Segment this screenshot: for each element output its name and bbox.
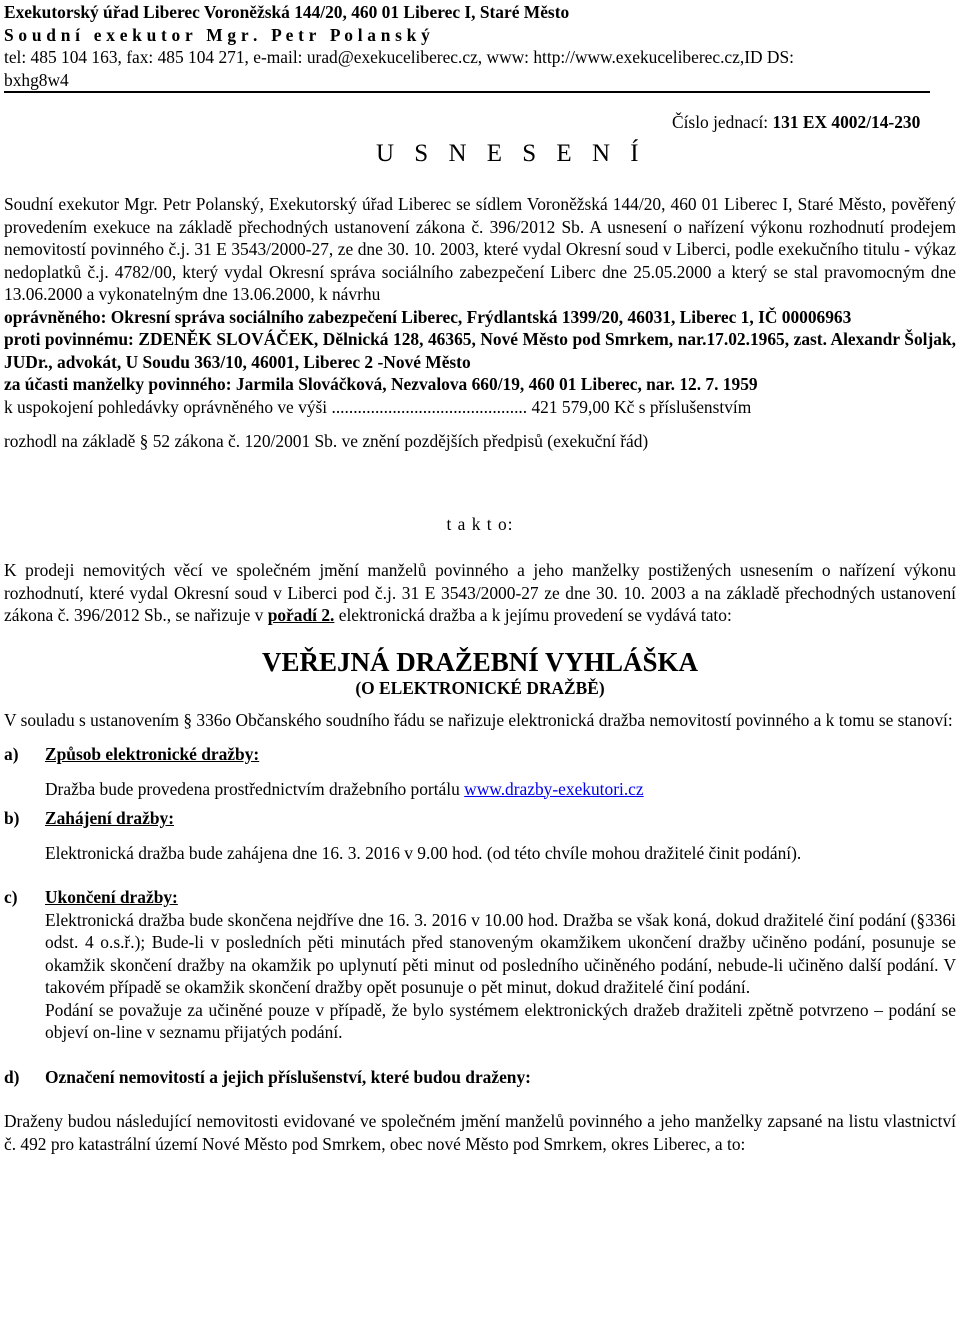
item-b-heading: b) Zahájení dražby: <box>4 808 174 828</box>
auction-subtitle: (O ELEKTRONICKÉ DRAŽBĚ) <box>355 677 605 698</box>
item-a-heading: a) Způsob elektronické dražby: <box>4 744 260 764</box>
title-row <box>4 93 956 185</box>
item-c-text: Elektronická dražba bude skončena nejdříve dne 16. 3. 2016 v 10.00 hod. Dražba se však koná, dokud dražitelé činí podání (§336i odst. 4 o.s.ř.); Bude-li v posledních pěti minutách před stanoveným okamžikem ukončení dražby učiněno podání, posunuje se okamžik skončení dražby na okamžik po uplynutí pěti minut od posledního učiněného podání, nebude-li učiněno další podání. V takovém případě se okamžik skončení dražby opět posunuje o pět minut, dokud dražitelé činí podání. <box>45 909 956 997</box>
portal-link[interactable]: www.drazby-exekutori.cz <box>464 778 644 799</box>
item-c-text2: Podání se považuje za učiněné pouze v případě, že bylo systémem elektronických dražeb dražiteli zpětně potvrzeno – podání se objeví on-line v seznamu přijatých podání. <box>45 999 956 1042</box>
office-contacts: tel: 485 104 163, fax: 485 104 271, e-mail: urad@exekuceliberec.cz, www: http://www.exekuceliberec.cz,ID DS: <box>4 47 794 67</box>
office-address: Exekutorský úřad Liberec Voroněžská 144/20, 460 01 Liberec I, Staré Město <box>4 2 570 22</box>
decision-basis: rozhodl na základě § 52 zákona č. 120/2001 Sb. ve znění pozdějších předpisů (exekuční řád) <box>4 431 649 451</box>
case-number: Číslo jednací: 131 EX 4002/14-230 <box>672 112 921 132</box>
auction-intro: V souladu s ustanovením § 336o Občanského soudního řádu se nařizuje elektronická dražba nemovitostí povinného a k tomu se stanoví: <box>4 709 953 730</box>
item-d-heading: d) Označení nemovitostí a jejich příslušenství, které budou draženy: <box>4 1066 531 1087</box>
claim-amount: k uspokojení pohledávky oprávněného ve výši ............................................. 421 579,00 Kč s příslušenstvím <box>4 396 752 417</box>
item-b-text: Elektronická dražba bude zahájena dne 16. 3. 2016 v 9.00 hod. (od této chvíle mohou dražitelé činit podání). <box>45 842 802 863</box>
auction-title: VEŘEJNÁ DRAŽEBNÍ VYHLÁŠKA <box>261 646 699 677</box>
main-paragraph: K prodeji nemovitých věcí ve společném jmění manželů povinného a jeho manželky postižených usnesením o nařízení výkonu rozhodnutí, které vydal Okresní soud v Liberci pod č.j. 31 E 3543/2000-27 ze dne 30. 10. 2003 a na základě přechodných ustanovení zákona č. 396/2012 Sb., se nařizuje v pořadí 2. elektronická dražba a k jejímu provedení se vydává tato: <box>4 560 956 625</box>
spouse: za účasti manželky povinného: Jarmila Slováčková, Nezvalova 660/19, 460 01 Liberec, nar. 12. 7. 1959 <box>4 374 758 394</box>
document-page <box>4 0 956 1155</box>
intro-paragraph: Soudní exekutor Mgr. Petr Polanský, Exekutorský úřad Liberec se sídlem Voroněžská 144/20, 460 01 Liberec I, Staré Město, pověřený provedením exekuce na základě přechodných ustanovení zákona č. 396/2012 Sb. A usnesení o nařízení výkonu rozhodnutí prodejem nemovitostí povinného č.j. 31 E 3543/2000-27, ze dne 30. 10. 2003, které vydal Okresní soud v Liberci, podle exekučního titulu - výkaz nedoplatků č.j. 4782/00, který vydal Okresní správa sociálního zabezpečení Liberc dne 25.05.2000 a který se stal pravomocným dne 13.06.2000 a vykonatelným dne 13.06.2000, k návrhu <box>4 194 956 304</box>
debtor: proti povinnému: ZDENĚK SLOVÁČEK, Dělnická 128, 46365, Nové Město pod Smrkem, nar.17.02.1965, zast. Alexandr Šoljak, JUDr., advokát, U Soudu 363/10, 46001, Liberec 2 -Nové Město <box>4 329 956 372</box>
item-a-text: Dražba bude provedena prostřednictvím dražebního portálu www.drazby-exekutori.cz <box>45 778 644 799</box>
creditor: oprávněného: Okresní správa sociálního zabezpečení Liberec, Frýdlantská 1399/20, 46031, Liberec 1, IČ 00006963 <box>4 306 852 327</box>
final-paragraph: Draženy budou následující nemovitosti evidované ve společném jmění manželů povinného a jeho manželky zapsané na listu vlastnictví č. 492 pro katastrální území Nové Město pod Smrkem, obec nové Město pod Smrkem, okres Liberec, a to: <box>4 1111 956 1154</box>
takto-heading: t a k t o: <box>446 513 514 534</box>
document-title: U S N E S E N Í <box>376 140 646 167</box>
item-c-heading: c) Ukončení dražby: <box>4 887 178 907</box>
office-ds: bxhg8w4 <box>4 69 69 90</box>
office-header <box>4 1 956 93</box>
executor-name: S o u d n í e x e k u t o r M g r . P e t r P o l a n s k ý <box>4 24 430 45</box>
